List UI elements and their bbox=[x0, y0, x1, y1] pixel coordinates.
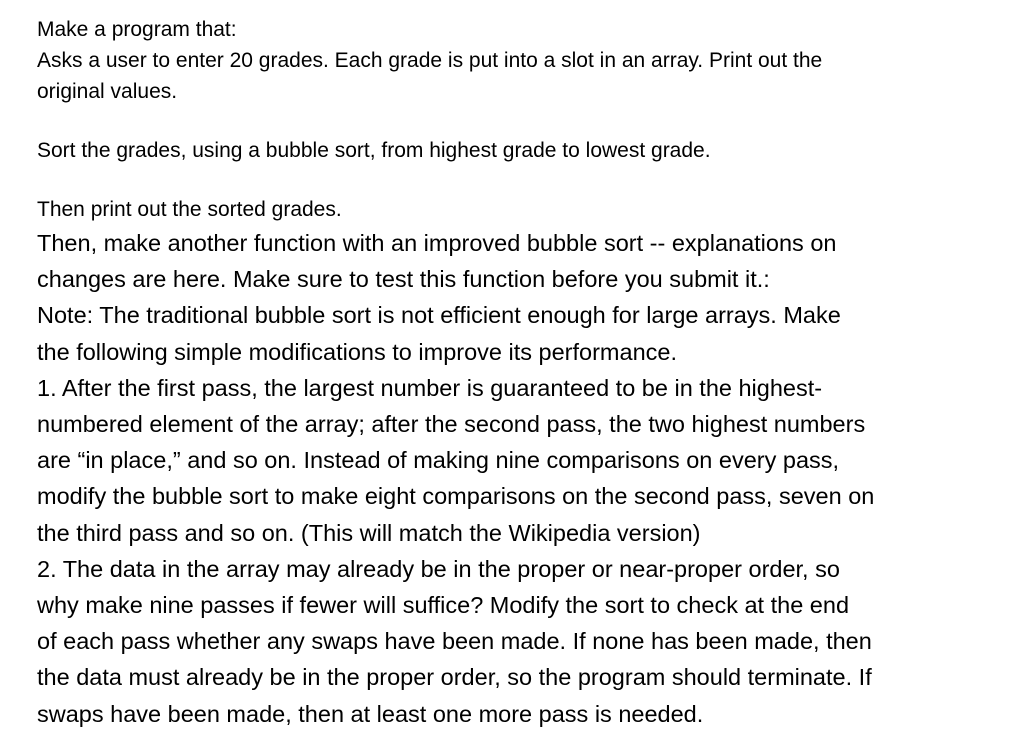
item1-line-5: the third pass and so on. (This will match the Wikipedia version) bbox=[37, 519, 701, 546]
print-sorted-instruction: Then print out the sorted grades. bbox=[37, 198, 342, 221]
item2-line-2: why make nine passes if fewer will suffice? Modify the sort to check at the end bbox=[37, 592, 850, 619]
intro-line-2: Asks a user to enter 20 grades. Each grade is put into a slot in an array. Print out the bbox=[37, 49, 823, 72]
item2-line-3: of each pass whether any swaps have been made. If none has been made, then bbox=[37, 628, 872, 655]
intro-line-1: Make a program that: bbox=[37, 18, 237, 41]
item2-line-4: the data must already be in the proper order, so the program should terminate. If bbox=[37, 664, 872, 691]
item2-line-5: swaps have been made, then at least one more pass is needed. bbox=[37, 700, 704, 727]
improved-sort-section bbox=[37, 225, 1007, 732]
assignment-document bbox=[37, 14, 1007, 732]
item1-line-4: modify the bubble sort to make eight comparisons on the second pass, seven on bbox=[37, 483, 875, 510]
item1-line-1: 1. After the first pass, the largest number is guaranteed to be in the highest- bbox=[37, 374, 823, 401]
sort-instruction: Sort the grades, using a bubble sort, from highest grade to lowest grade. bbox=[37, 139, 711, 162]
intro-line-3: original values. bbox=[37, 80, 178, 103]
item2-line-1: 2. The data in the array may already be in the proper or near-proper order, so bbox=[37, 555, 840, 582]
improved-line-2: changes are here. Make sure to test this function before you submit it.: bbox=[37, 266, 770, 293]
item1-line-2: numbered element of the array; after the second pass, the two highest numbers bbox=[37, 411, 866, 438]
paragraph-spacer bbox=[37, 166, 1007, 194]
note-line-2: the following simple modifications to improve its performance. bbox=[37, 338, 677, 365]
improved-line-1: Then, make another function with an improved bubble sort -- explanations on bbox=[37, 230, 837, 256]
item1-line-3: are “in place,” and so on. Instead of making nine comparisons on every pass, bbox=[37, 447, 840, 474]
note-line-1: Note: The traditional bubble sort is not efficient enough for large arrays. Make bbox=[37, 302, 841, 329]
sort-paragraph bbox=[37, 135, 1007, 166]
print-sorted-paragraph bbox=[37, 194, 1007, 225]
paragraph-spacer bbox=[37, 107, 1007, 135]
intro-paragraph bbox=[37, 14, 1007, 107]
